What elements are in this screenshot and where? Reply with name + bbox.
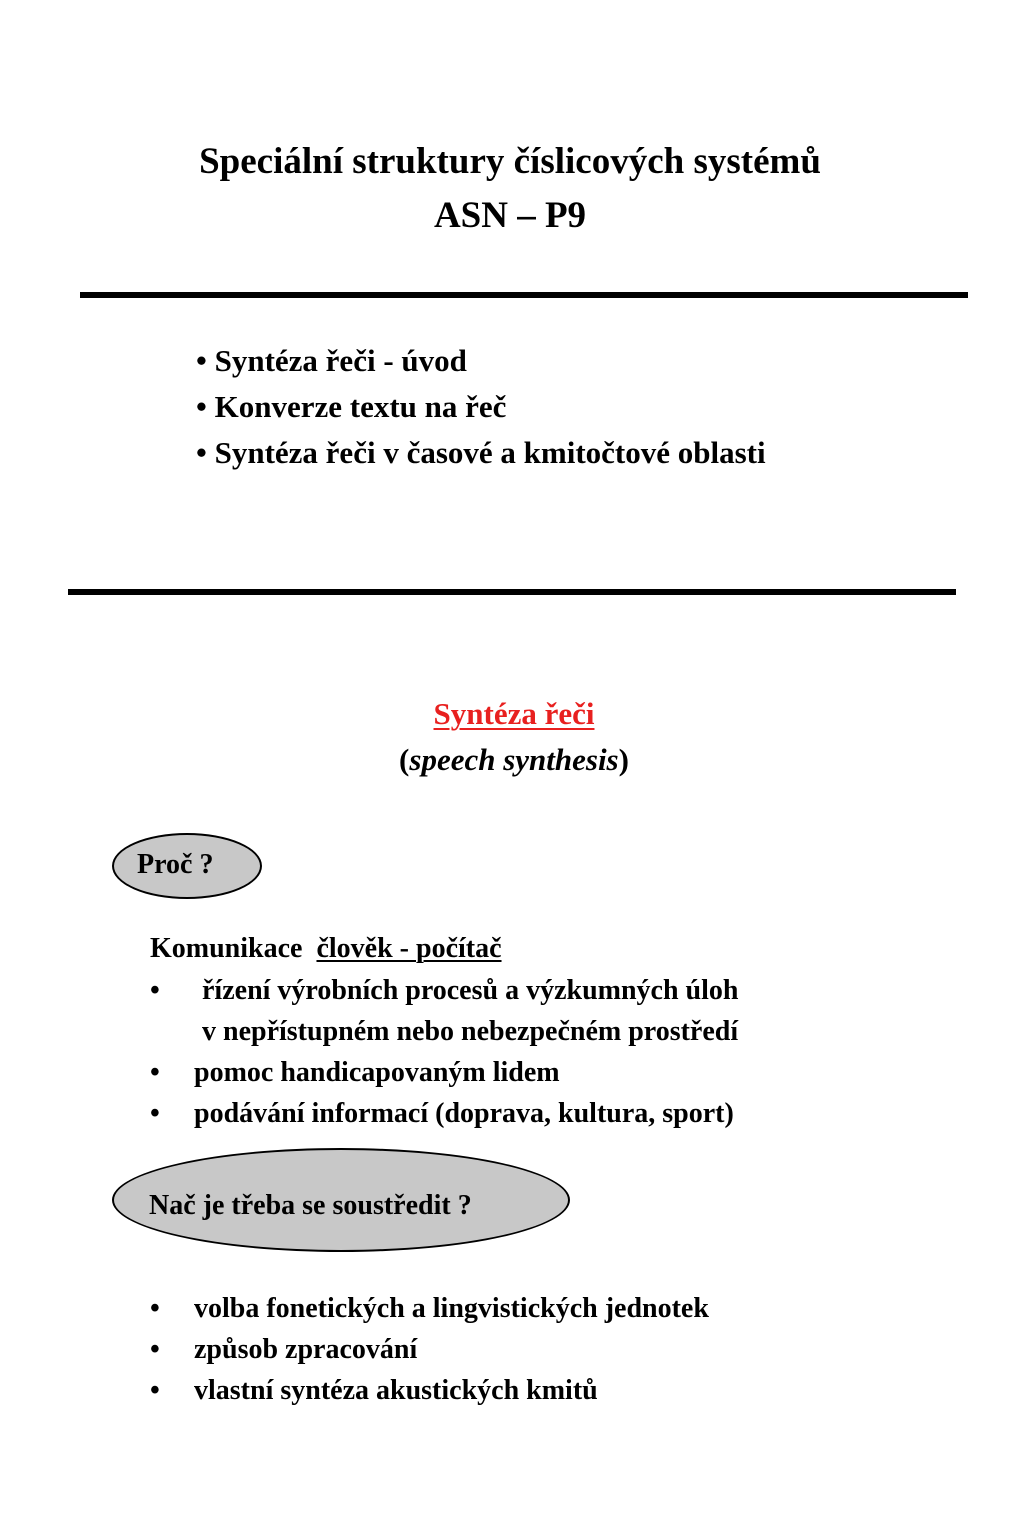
why-list-item: pomoc handicapovaným lidem: [194, 1057, 560, 1088]
bullet-marker: •: [150, 1334, 160, 1365]
communication-human-computer: člověk - počítač: [316, 933, 502, 964]
bullet-marker: •: [150, 1057, 160, 1088]
focus-list-item: volba fonetických a lingvistických jednotek: [194, 1293, 709, 1324]
outline-item: • Syntéza řeči v časové a kmitočtové oblasti: [196, 435, 766, 470]
outline-item: • Konverze textu na řeč: [196, 389, 507, 424]
why-list-item: řízení výrobních procesů a výzkumných úloh: [202, 975, 739, 1006]
focus-bubble-label: Nač je třeba se soustředit ?: [149, 1190, 472, 1221]
focus-list-item: vlastní syntéza akustických kmitů: [194, 1375, 598, 1406]
focus-list-item: způsob zpracování: [194, 1334, 418, 1365]
bullet-marker: •: [150, 975, 160, 1006]
why-bubble-label: Proč ?: [137, 849, 214, 880]
why-list-item-continuation: v nepřístupném nebo nebezpečném prostředí: [202, 1016, 739, 1047]
subtitle-english: speech synthesis: [409, 742, 619, 777]
section-title: Syntéza řeči: [433, 696, 595, 731]
section-subtitle: [0, 738, 1024, 782]
page-subtitle: ASN – P9: [433, 195, 587, 236]
subtitle-open-paren: (: [399, 742, 410, 777]
top-divider: [80, 292, 968, 298]
communication-intro: [150, 932, 502, 966]
bullet-marker: •: [150, 1375, 160, 1406]
outline-item: • Syntéza řeči - úvod: [196, 343, 467, 378]
page-title: Speciální struktury číslicových systémů: [199, 141, 821, 182]
why-list-item: podávání informací (doprava, kultura, sport): [194, 1098, 734, 1129]
bullet-marker: •: [150, 1098, 160, 1129]
bottom-divider: [68, 589, 956, 595]
subtitle-close-paren: ): [618, 742, 629, 777]
bullet-marker: •: [150, 1293, 160, 1324]
communication-label: Komunikace: [150, 933, 303, 964]
